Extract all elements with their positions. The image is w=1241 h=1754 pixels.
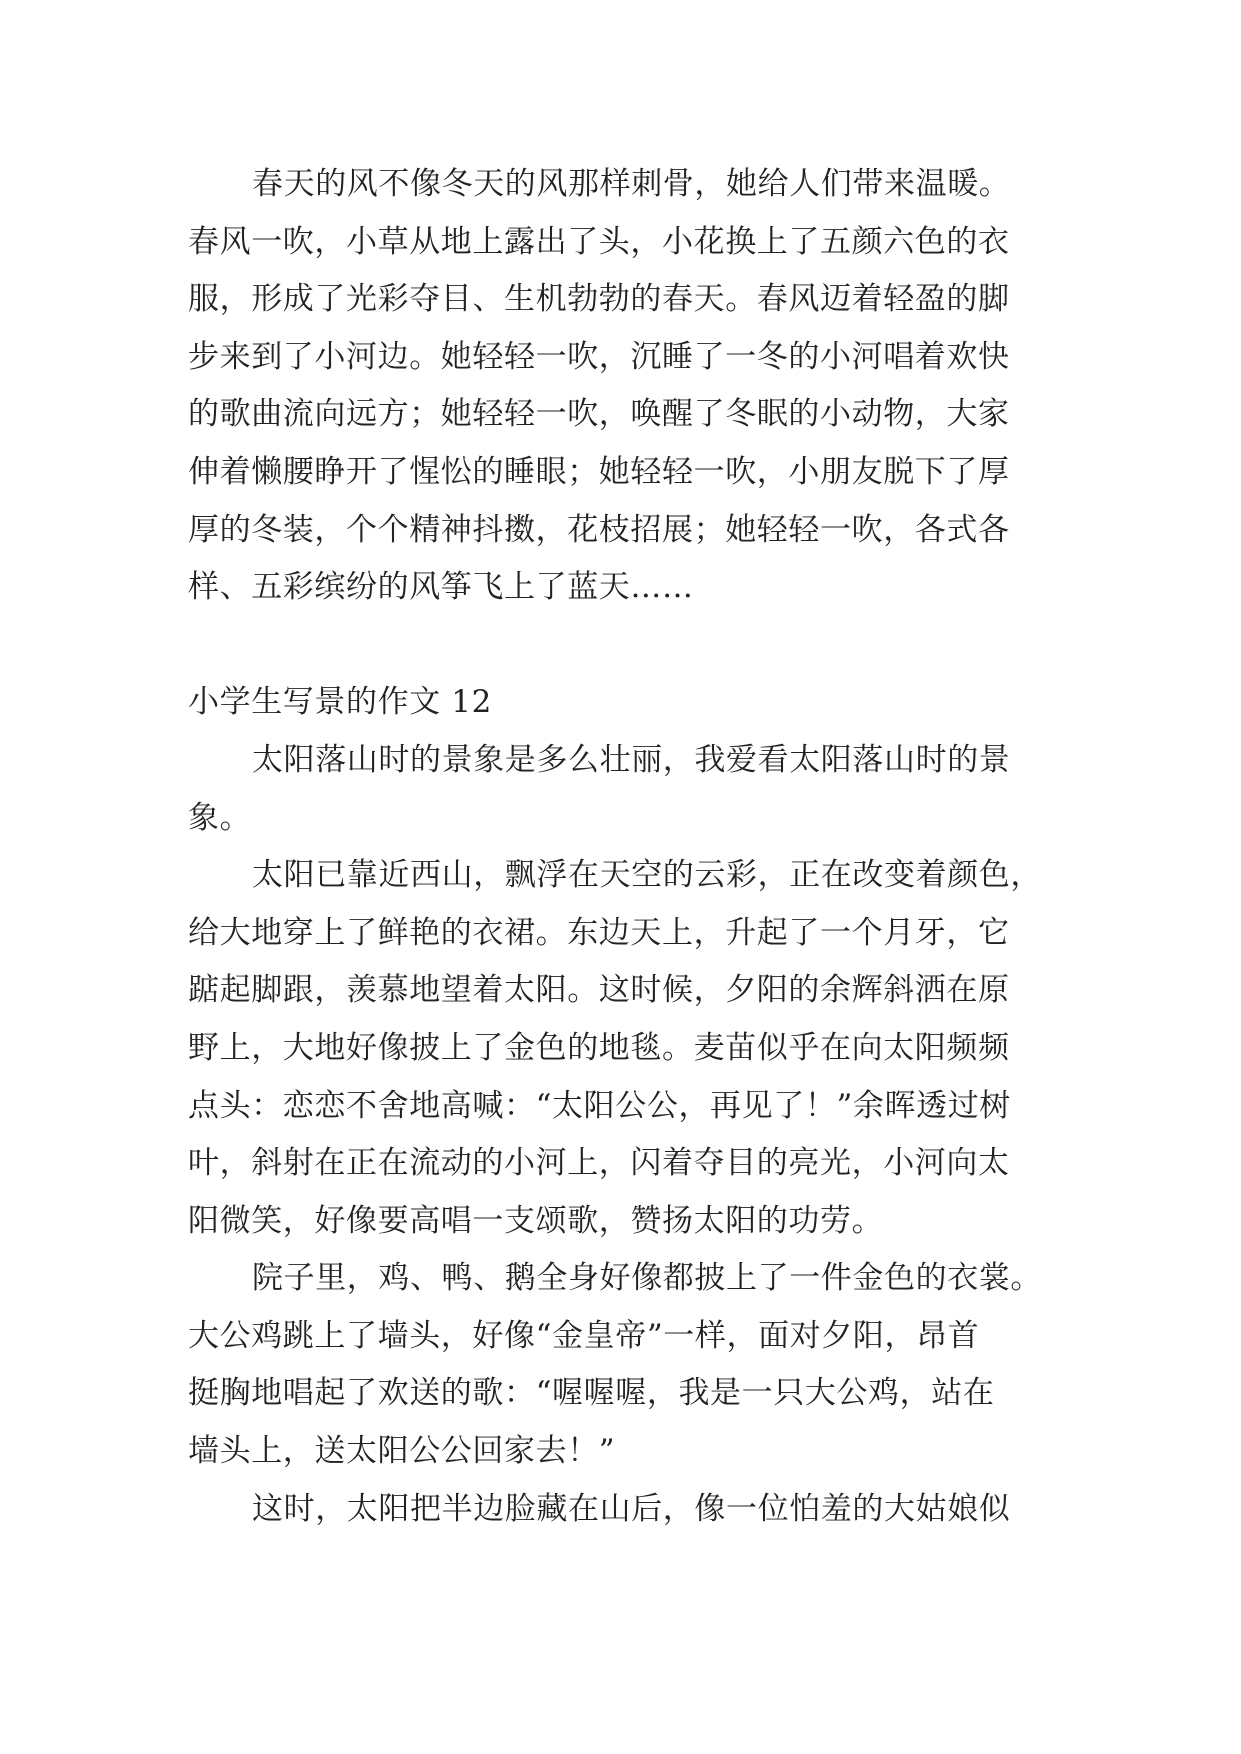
text-line: 象。 bbox=[188, 799, 252, 836]
text-line: 步来到了小河边。她轻轻一吹，沉睡了一冬的小河唱着欢快 bbox=[188, 338, 1010, 375]
text-line: 样、五彩缤纷的风筝飞上了蓝天…… bbox=[188, 569, 694, 606]
text-line: 挺胸地唱起了欢送的歌：“喔喔喔，我是一只大公鸡，站在 bbox=[188, 1375, 995, 1412]
text-line: 服，形成了光彩夺目、生机勃勃的春天。春风迈着轻盈的脚 bbox=[188, 281, 1010, 318]
text-line: 院子里，鸡、鸭、鹅全身好像都披上了一件金色的衣裳。 bbox=[252, 1260, 1042, 1297]
paragraph-gap bbox=[188, 617, 1056, 675]
text-line: 伸着懒腰睁开了惺忪的睡眼；她轻轻一吹，小朋友脱下了厚 bbox=[188, 453, 1010, 490]
text-line: 阳微笑，好像要高唱一支颂歌，赞扬太阳的功劳。 bbox=[188, 1202, 884, 1239]
text-line: 春风一吹，小草从地上露出了头，小花换上了五颜六色的衣 bbox=[188, 223, 1010, 260]
text-line: 点头：恋恋不舍地高喊：“太阳公公，再见了！”余晖透过树 bbox=[188, 1087, 1011, 1124]
text-line: 墙头上，送太阳公公回家去！” bbox=[188, 1433, 616, 1470]
document-page bbox=[188, 156, 1056, 1538]
text-line: 这时，太阳把半边脸藏在山后，像一位怕羞的大姑娘似 bbox=[252, 1490, 1011, 1527]
essay-heading: 小学生写景的作文 12 bbox=[188, 684, 492, 721]
text-line: 叶，斜射在正在流动的小河上，闪着夺目的亮光，小河向太 bbox=[188, 1145, 1010, 1182]
text-line: 野上，大地好像披上了金色的地毯。麦苗似乎在向太阳频频 bbox=[188, 1029, 1010, 1066]
paragraph-courtyard bbox=[188, 1250, 1056, 1480]
paragraph-sun-hiding bbox=[188, 1481, 1056, 1539]
text-line: 大公鸡跳上了墙头，好像“金皇帝”一样，面对夕阳，昂首 bbox=[188, 1317, 980, 1354]
text-line: 厚的冬装，个个精神抖擞，花枝招展；她轻轻一吹，各式各 bbox=[188, 511, 1010, 548]
text-line: 太阳已靠近西山，飘浮在天空的云彩，正在改变着颜色， bbox=[252, 857, 1042, 894]
text-line: 太阳落山时的景象是多么壮丽，我爱看太阳落山时的景 bbox=[252, 741, 1011, 778]
paragraph-sunset-intro bbox=[188, 732, 1056, 847]
paragraph-sunset-sky bbox=[188, 847, 1056, 1250]
text-line: 春天的风不像冬天的风那样刺骨，她给人们带来温暖。 bbox=[252, 166, 1011, 202]
text-line: 给大地穿上了鲜艳的衣裙。东边天上，升起了一个月牙，它 bbox=[188, 914, 1010, 951]
text-line: 踮起脚跟，羡慕地望着太阳。这时候，夕阳的余辉斜洒在原 bbox=[188, 972, 1010, 1009]
text-line: 的歌曲流向远方；她轻轻一吹，唤醒了冬眠的小动物，大家 bbox=[188, 396, 1010, 433]
paragraph-spring-wind bbox=[188, 156, 1056, 617]
